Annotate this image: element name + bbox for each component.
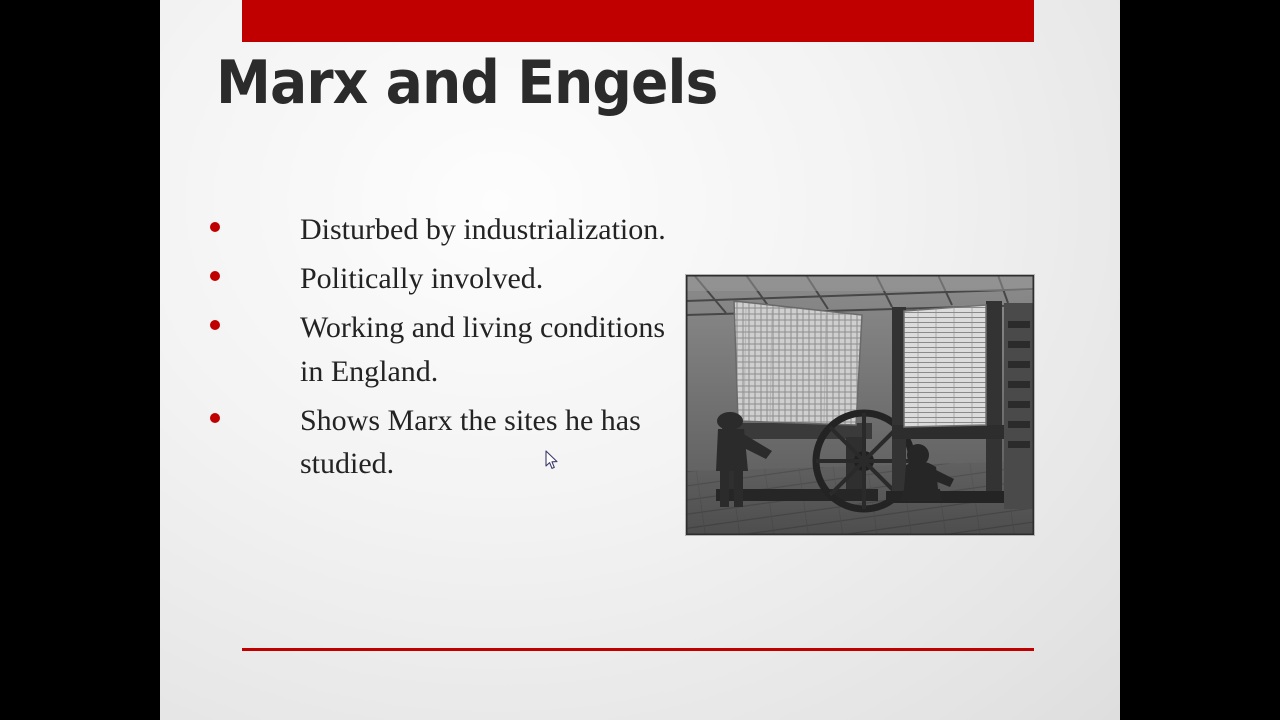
top-red-banner xyxy=(242,0,1034,42)
list-item-label: Shows Marx the sites he has studied. xyxy=(300,403,641,480)
page-title: Marx and Engels xyxy=(216,48,718,118)
list-item-label: Disturbed by industrialization. xyxy=(300,213,666,246)
letterbox-bar-left xyxy=(0,0,160,720)
bullet-dot-icon xyxy=(210,320,220,330)
list-item xyxy=(210,257,680,300)
bullet-dot-icon xyxy=(210,413,220,423)
bullet-dot-icon xyxy=(210,271,220,281)
list-item xyxy=(210,306,680,392)
list-item xyxy=(210,208,680,251)
list-item-label: Working and living conditions in England. xyxy=(300,311,666,388)
list-item xyxy=(210,399,680,485)
bullet-list xyxy=(210,208,680,491)
presentation-slide xyxy=(160,0,1120,720)
bullet-dot-icon xyxy=(210,222,220,232)
letterbox-bar-right xyxy=(1120,0,1280,720)
bottom-red-rule xyxy=(242,648,1034,651)
industrial-weaving-mill-engraving xyxy=(685,274,1035,536)
list-item-label: Politically involved. xyxy=(300,262,544,296)
